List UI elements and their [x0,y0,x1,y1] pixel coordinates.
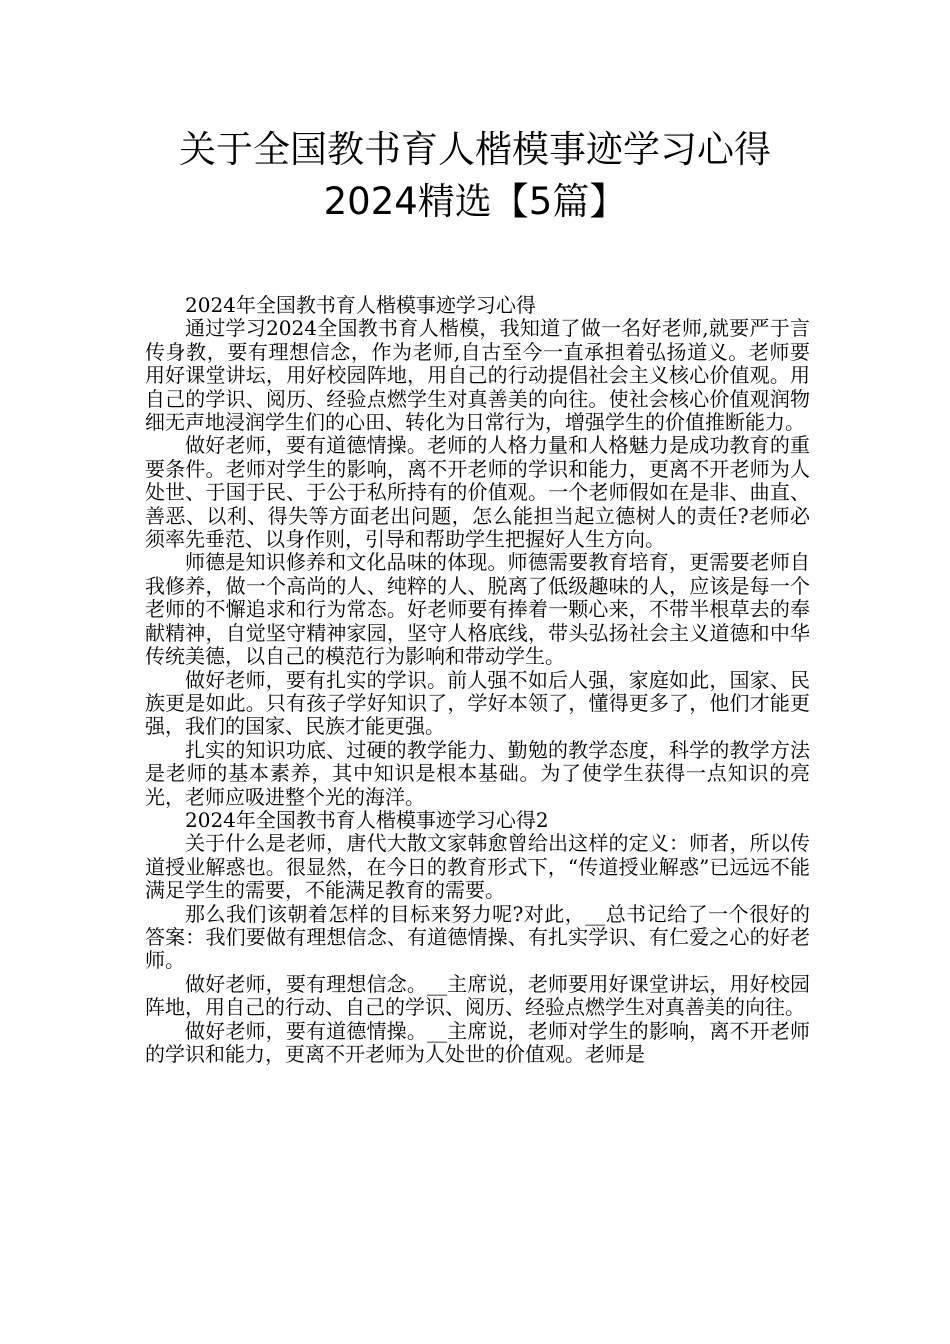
paragraph: 做好老师，要有理想信念。__主席说，老师要用好课堂讲坛，用好校园阵地，用自己的行动、自己的学识、阅历、经验点燃学生对真善美的向往。 [145,971,810,1020]
paragraph: 做好老师，要有道德情操。老师的人格力量和人格魅力是成功教育的重要条件。老师对学生的影响，离不开老师的学识和能力，更离不开老师为人处世、于国于民、于公于私所持有的价值观。一个老师假如在是非、曲直、善恶、以利、得失等方面老出问题，怎么能担当起立德树人的责任?老师必须率先垂范、以身作则，引导和帮助学生把握好人生方向。 [145,433,810,552]
paragraph: 那么我们该朝着怎样的目标来努力呢?对此，__总书记给了一个很好的答案：我们要做有理想信念、有道德情操、有扎实学识、有仁爱之心的好老师。 [145,901,810,973]
paragraph: 师德是知识修养和文化品味的体现。师德需要教育培育，更需要老师自我修养，做一个高尚的人、纯粹的人、脱离了低级趣味的人，应该是每一个老师的不懈追求和行为常态。好老师要有捧着一颗心来，不带半根草去的奉献精神，自觉坚守精神家园，坚守人格底线，带头弘扬社会主义道德和中华传统美德，以自己的模范行为影响和带动学生。 [145,550,810,669]
paragraph: 做好老师，要有扎实的学识。前人强不如后人强，家庭如此，国家、民族更是如此。只有孩子学好知识了，学好本领了，懂得更多了，他们才能更强，我们的国家、民族才能更强。 [145,667,810,739]
section-heading-1: 2024年全国教书育人楷模事迹学习心得 [185,293,536,317]
document-body [145,294,810,1066]
section-heading-2: 2024年全国教书育人楷模事迹学习心得2 [185,807,549,832]
document-title [100,124,850,228]
paragraph: 做好老师，要有道德情操。__主席说，老师对学生的影响，离不开老师的学识和能力，更离不开老师为人处世的价值观。老师是 [145,1018,810,1066]
paragraph: 关于什么是老师，唐代大散文家韩愈曾给出这样的定义：师者，所以传道授业解惑也。很显然，在今日的教育形式下，“传道授业解惑”已远远不能满足学生的需要，不能满足教育的需要。 [145,831,810,903]
title-line-2: 2024精选【5篇】 [323,180,627,223]
title-line-1: 关于全国教书育人楷模事迹学习心得 [179,128,771,171]
paragraph: 通过学习2024全国教书育人楷模，我知道了做一名好老师,就要严于言传身教，要有理想信念，作为老师,自古至今一直承担着弘扬道义。老师要用好课堂讲坛，用好校园阵地，用自己的行动提倡社会主义核心价值观。用自己的学识、阅历、经验点燃学生对真善美的向往。使社会核心价值观润物细无声地浸润学生们的心田、转化为日常行为，增强学生的价值推断能力。 [145,316,810,435]
paragraph: 扎实的知识功底、过硬的教学能力、勤勉的教学态度，科学的教学方法是老师的基本素养，其中知识是根本基础。为了使学生获得一点知识的亮光，老师应吸进整个光的海洋。 [145,737,810,809]
